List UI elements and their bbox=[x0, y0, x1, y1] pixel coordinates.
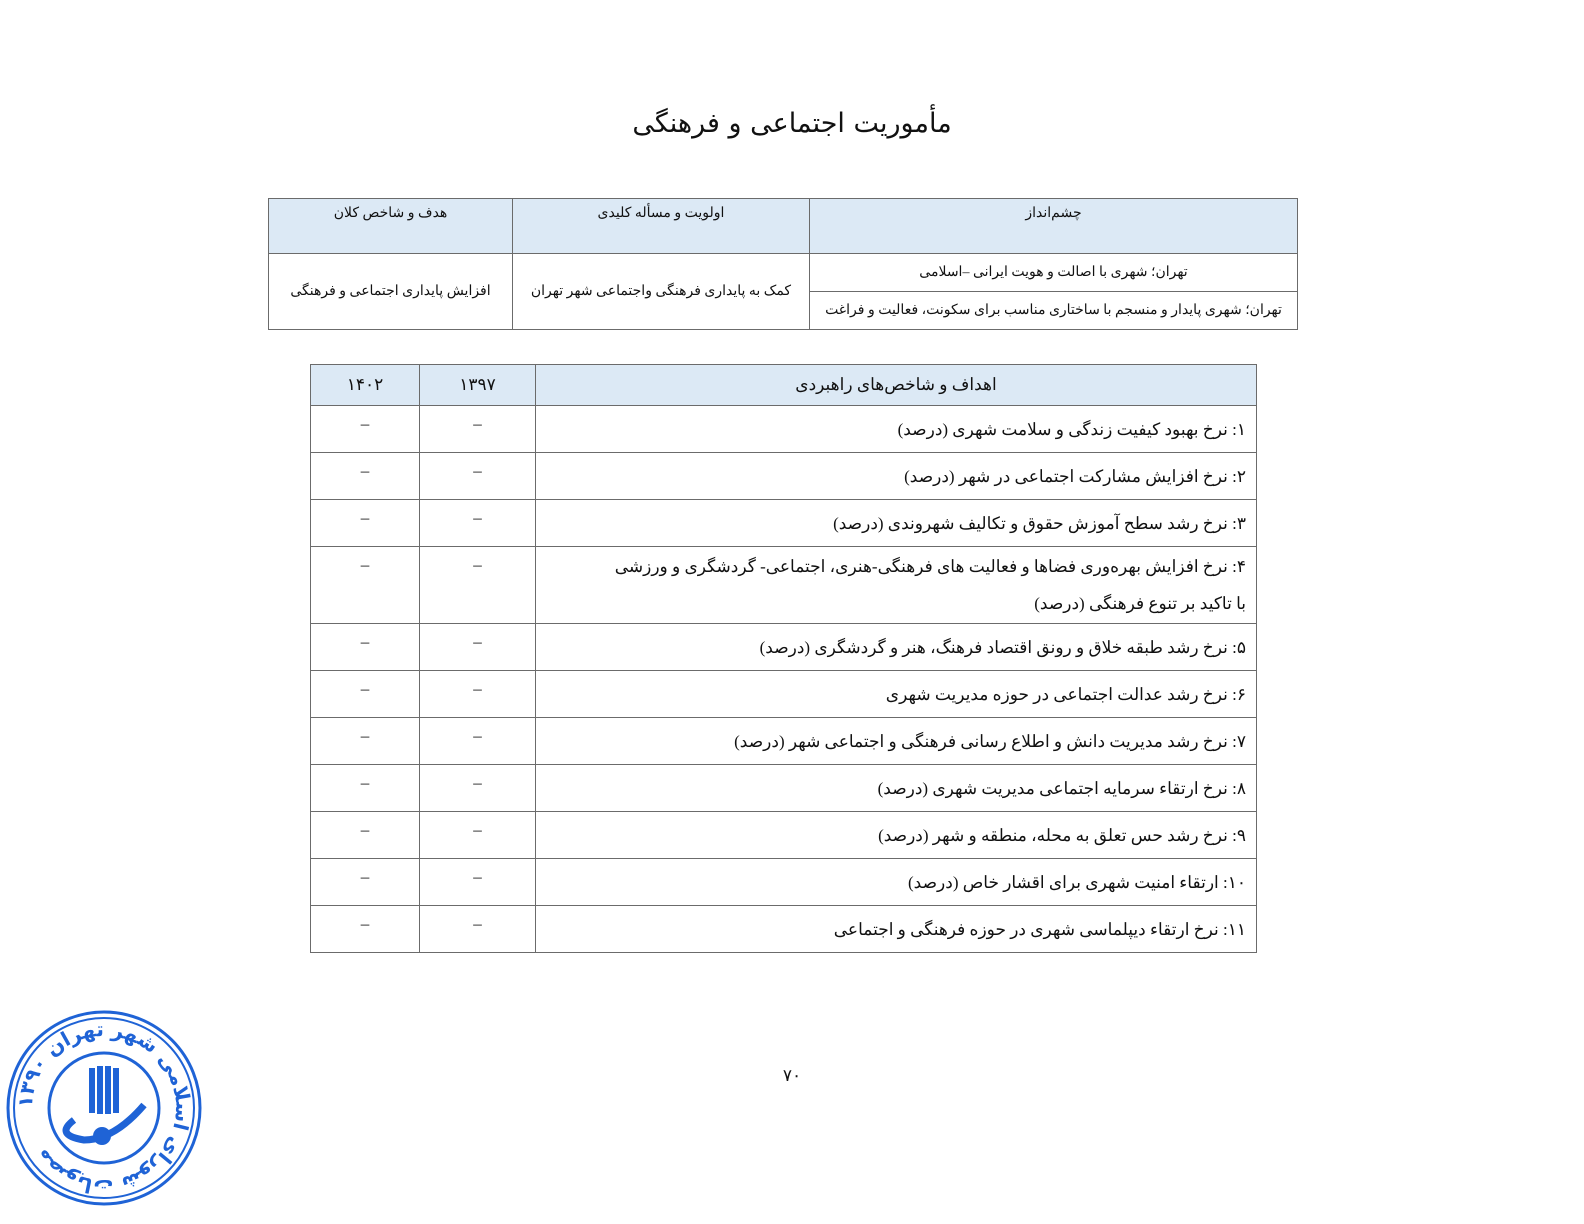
value-1402: – bbox=[311, 812, 420, 859]
vision-2: تهران؛ شهری پایدار و منسجم با ساختاری مناسب برای سکونت، فعالیت و فراغت bbox=[810, 292, 1298, 330]
page-number: ۷۰ bbox=[782, 1066, 802, 1086]
header-vision: چشم‌انداز bbox=[810, 199, 1298, 254]
indicator-text bbox=[536, 406, 1257, 453]
table-row bbox=[311, 906, 1257, 953]
indicator-line: ۱۰: ارتقاء امنیت شهری برای اقشار خاص (درصد) bbox=[908, 872, 1246, 892]
value-1402: – bbox=[311, 906, 420, 953]
value-1402: – bbox=[311, 453, 420, 500]
table-row bbox=[311, 547, 1257, 624]
value-1402: – bbox=[311, 406, 420, 453]
indicator-text bbox=[536, 906, 1257, 953]
header-priority: اولویت و مسأله کلیدی bbox=[513, 199, 810, 254]
indicator-line: ۸: نرخ ارتقاء سرمایه اجتماعی مدیریت شهری (درصد) bbox=[877, 778, 1246, 798]
indicator-line: ۵: نرخ رشد طبقه خلاق و رونق اقتصاد فرهنگ، هنر و گردشگری (درصد) bbox=[759, 637, 1246, 657]
indicator-text bbox=[536, 859, 1257, 906]
value-1397: – bbox=[420, 671, 536, 718]
table-row bbox=[311, 624, 1257, 671]
value-1397: – bbox=[420, 906, 536, 953]
value-1397: – bbox=[420, 406, 536, 453]
table-row bbox=[311, 812, 1257, 859]
indicator-line: با تاکید بر تنوع فرهنگی (درصد) bbox=[1034, 594, 1246, 613]
indicator-line: ۲: نرخ افزایش مشارکت اجتماعی در شهر (درصد) bbox=[904, 466, 1246, 486]
value-1397: – bbox=[420, 453, 536, 500]
value-1402: – bbox=[311, 547, 420, 624]
value-1397: – bbox=[420, 624, 536, 671]
council-stamp bbox=[4, 1008, 204, 1208]
summary-table bbox=[268, 198, 1298, 330]
goal-cell: افزایش پایداری اجتماعی و فرهنگی bbox=[269, 254, 513, 330]
table-row bbox=[311, 500, 1257, 547]
svg-text:مصوبات شورای اسلامی شهر تهران: مصوبات شورای اسلامی شهر تهران ۱۳۹۰ bbox=[12, 1016, 196, 1200]
value-1397: – bbox=[420, 765, 536, 812]
value-1402: – bbox=[311, 718, 420, 765]
value-1397: – bbox=[420, 500, 536, 547]
indicator-line: ۶: نرخ رشد عدالت اجتماعی در حوزه مدیریت شهری bbox=[885, 684, 1246, 704]
header-goal: هدف و شاخص کلان bbox=[269, 199, 513, 254]
value-1397: – bbox=[420, 547, 536, 624]
vision-1: تهران؛ شهری با اصالت و هویت ایرانی –اسلامی bbox=[810, 254, 1298, 292]
header-1397: ۱۳۹۷ bbox=[420, 365, 536, 406]
table-row bbox=[311, 453, 1257, 500]
value-1402: – bbox=[311, 765, 420, 812]
summary-header-row bbox=[269, 199, 1298, 254]
indicator-text bbox=[536, 671, 1257, 718]
indicators-table bbox=[310, 364, 1257, 953]
table-row bbox=[311, 406, 1257, 453]
header-1402: ۱۴۰۲ bbox=[311, 365, 420, 406]
value-1397: – bbox=[420, 859, 536, 906]
value-1402: – bbox=[311, 500, 420, 547]
indicator-line: ۳: نرخ رشد سطح آموزش حقوق و تکالیف شهروندی (درصد) bbox=[833, 513, 1246, 533]
indicator-text bbox=[536, 500, 1257, 547]
table-row bbox=[311, 718, 1257, 765]
value-1402: – bbox=[311, 859, 420, 906]
indicator-text bbox=[536, 812, 1257, 859]
page-title: مأموریت اجتماعی و فرهنگی bbox=[632, 108, 952, 139]
value-1402: – bbox=[311, 624, 420, 671]
table-row bbox=[311, 765, 1257, 812]
indicator-text bbox=[536, 453, 1257, 500]
indicator-text bbox=[536, 765, 1257, 812]
table-row bbox=[311, 671, 1257, 718]
indicators-header-row bbox=[311, 365, 1257, 406]
indicator-line: ۴: نرخ افزایش بهره‌وری فضاها و فعالیت های فرهنگی-هنری، اجتماعی- گردشگری و ورزشی bbox=[614, 557, 1246, 576]
indicator-line: ۷: نرخ رشد مدیریت دانش و اطلاع رسانی فرهنگی و اجتماعی شهر (درصد) bbox=[734, 731, 1246, 751]
indicator-line: ۱۱: نرخ ارتقاء دیپلماسی شهری در حوزه فرهنگی و اجتماعی bbox=[833, 919, 1246, 939]
indicator-text bbox=[536, 718, 1257, 765]
value-1402: – bbox=[311, 671, 420, 718]
priority-cell: کمک به پایداری فرهنگی واجتماعی شهر تهران bbox=[513, 254, 810, 330]
value-1397: – bbox=[420, 718, 536, 765]
indicator-text bbox=[536, 624, 1257, 671]
value-1397: – bbox=[420, 812, 536, 859]
indicator-line: ۹: نرخ رشد حس تعلق به محله، منطقه و شهر (درصد) bbox=[878, 825, 1246, 845]
indicator-text bbox=[536, 547, 1257, 624]
summary-row bbox=[269, 254, 1298, 292]
table-row bbox=[311, 859, 1257, 906]
header-indicators: اهداف و شاخص‌های راهبردی bbox=[536, 365, 1257, 406]
indicator-line: ۱: نرخ بهبود کیفیت زندگی و سلامت شهری (درصد) bbox=[897, 419, 1246, 439]
